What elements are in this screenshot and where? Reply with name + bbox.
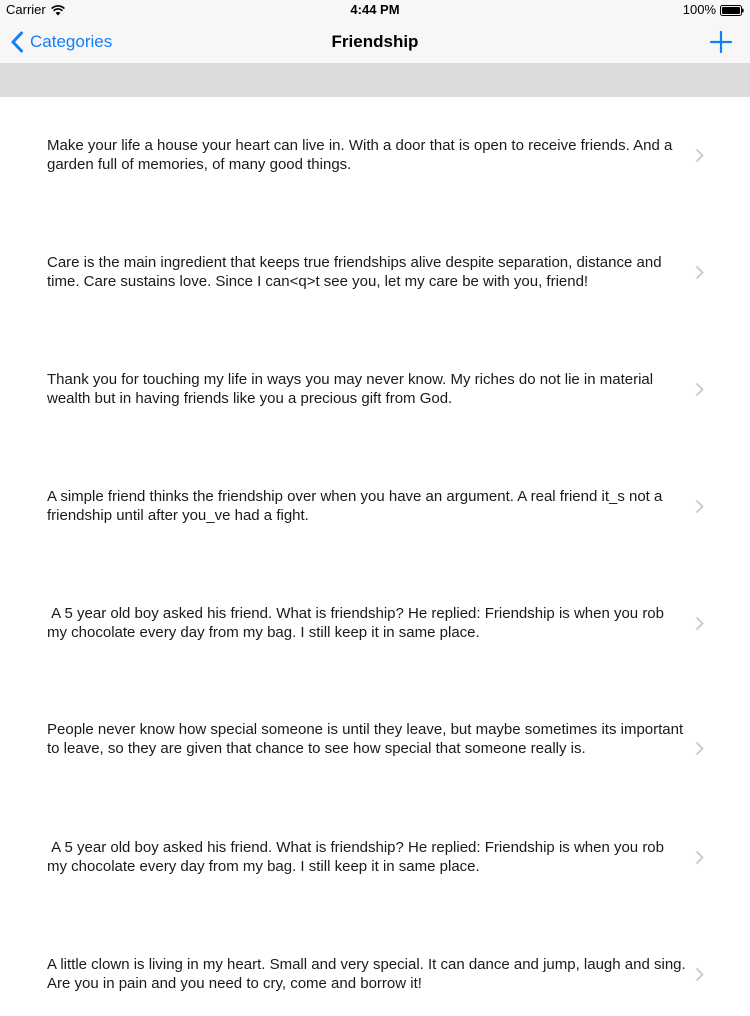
list-item[interactable]	[0, 799, 750, 916]
chevron-right-icon	[695, 148, 704, 163]
plus-icon[interactable]	[708, 29, 734, 55]
chevron-right-icon	[695, 967, 704, 982]
quote-text: People never know how special someone is until they leave, but maybe sometimes its important to leave, so they are given that chance to see how special that someone really is.	[47, 721, 688, 757]
section-header	[0, 63, 750, 97]
chevron-right-icon	[695, 850, 704, 865]
quote-text: Care is the main ingredient that keeps true friendships alive despite separation, distance and time. Care sustains love. Since I can<q>t see you, let my care be with you, friend!	[47, 254, 666, 290]
back-button-label: Categories	[30, 32, 113, 51]
quote-text: A little clown is living in my heart. Small and very special. It can dance and jump, laugh and sing. Are you in pain and you need to cry, come and borrow it!	[47, 956, 690, 992]
quote-list	[0, 97, 750, 1016]
list-item[interactable]	[0, 331, 750, 448]
list-item[interactable]	[0, 682, 750, 799]
chevron-left-icon	[10, 31, 24, 53]
chevron-right-icon	[695, 499, 704, 514]
page-title: Friendship	[331, 32, 419, 51]
status-time: 4:44 PM	[350, 2, 400, 17]
list-item[interactable]	[0, 565, 750, 682]
chevron-right-icon	[695, 741, 704, 756]
navigation-bar	[0, 20, 750, 64]
quote-text: Thank you for touching my life in ways you may never know. My riches do not lie in material wealth but in having friends like you a precious gift from God.	[47, 371, 658, 407]
quote-text: A 5 year old boy asked his friend. What is friendship? He replied: Friendship is when you rob my chocolate every day from my bag. I still keep it in same place.	[47, 605, 669, 641]
quote-text: A simple friend thinks the friendship over when you have an argument. A real friend it_s not a friendship until after you_ve had a fight.	[47, 488, 667, 524]
battery-percent: 100%	[682, 2, 716, 17]
back-button[interactable]	[10, 28, 112, 56]
chevron-right-icon	[695, 265, 704, 280]
status-right	[683, 0, 744, 20]
chevron-right-icon	[695, 382, 704, 397]
list-item[interactable]	[0, 97, 750, 214]
battery-icon	[720, 5, 744, 16]
chevron-right-icon	[695, 616, 704, 631]
quote-text: Make your life a house your heart can live in. With a door that is open to receive friends. And a garden full of memories, of many good things.	[47, 137, 677, 173]
list-item[interactable]	[0, 214, 750, 331]
status-bar	[0, 0, 750, 20]
carrier-label: Carrier	[6, 2, 46, 17]
quote-text: A 5 year old boy asked his friend. What is friendship? He replied: Friendship is when you rob my chocolate every day from my bag. I still keep it in same place.	[47, 839, 669, 875]
list-item[interactable]	[0, 448, 750, 565]
list-item[interactable]	[0, 916, 750, 1016]
